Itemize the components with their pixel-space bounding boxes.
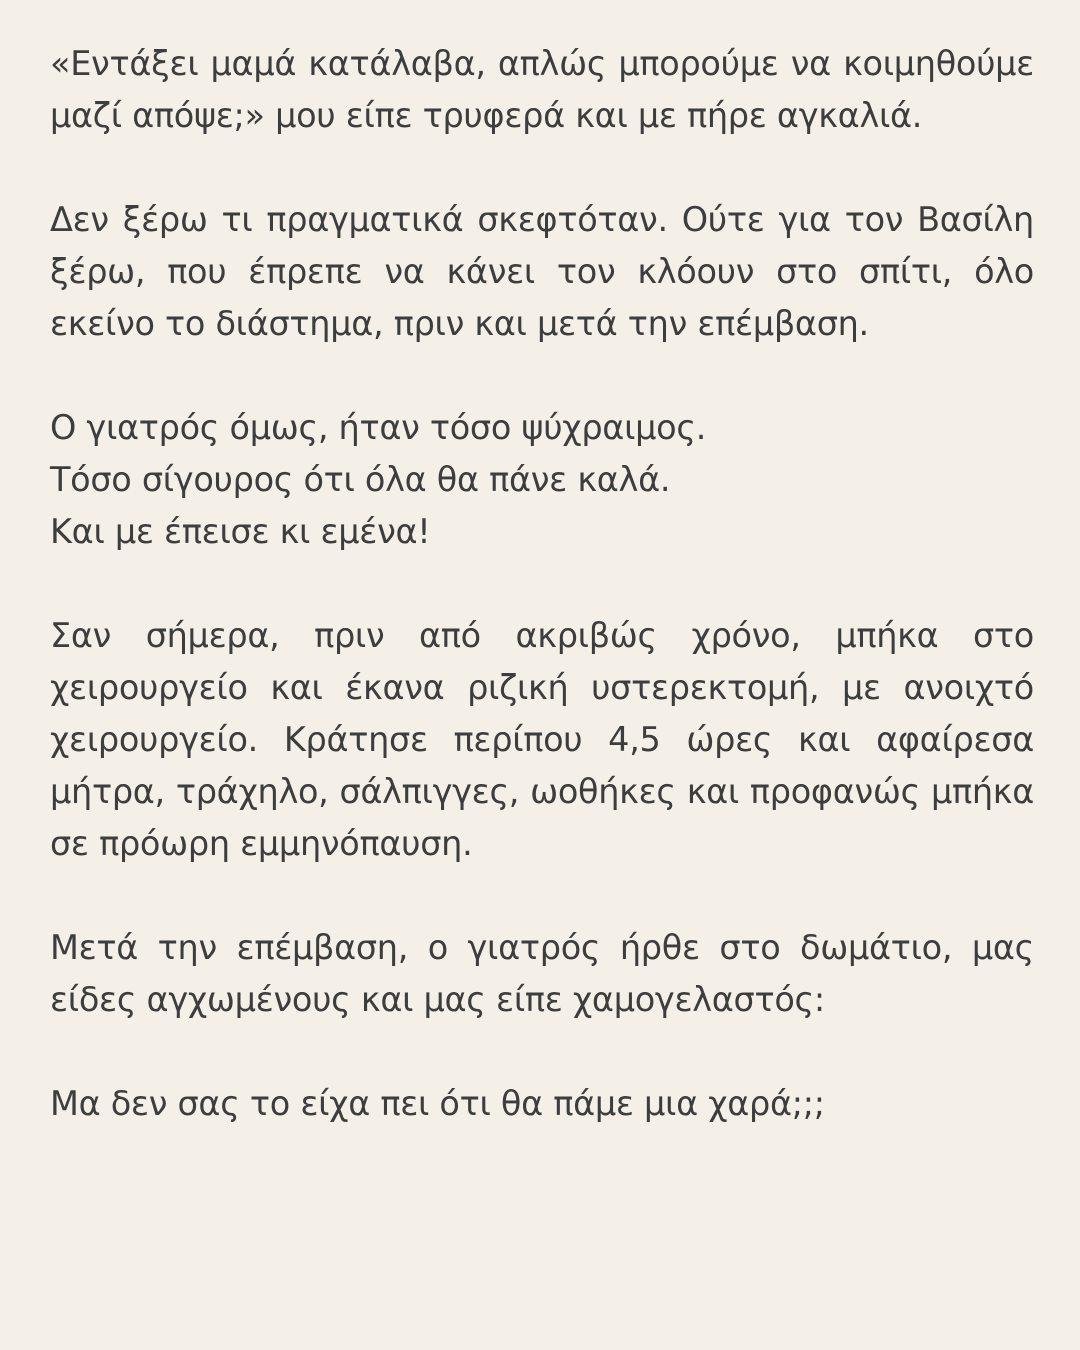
doctor-line-convinced: Και με έπεισε κι εμένα! <box>50 512 431 551</box>
doctor-line-calm: Ο γιατρός όμως, ήταν τόσο ψύχραιμος. <box>50 408 707 447</box>
document-body <box>50 38 1034 1130</box>
paragraph-quote: Μα δεν σας το είχα πει ότι θα πάμε μια χαρά;;; <box>50 1084 825 1123</box>
paragraph-clown: Δεν ξέρω τι πραγματικά σκεφτόταν. Ούτε για τον Βασίλη ξέρω, που έπρεπε να κάνει τον κλόουν στο σπίτι, όλο εκείνο το διάστημα, πριν και μετά την επέμβαση. <box>50 200 1034 343</box>
paragraph-hug: «Εντάξει μαμά κατάλαβα, απλώς μπορούμε να κοιμηθούμε μαζί απόψε;» μου είπε τρυφερά και με πήρε αγκαλιά. <box>50 44 1034 135</box>
paragraph-surgery: Σαν σήμερα, πριν από ακριβώς χρόνο, μπήκα στο χειρουργείο και έκανα ριζική υστερεκτομή, με ανοιχτό χειρουργείο. Κράτησε περίπου 4,5 ώρες και αφαίρεσα μήτρα, τράχηλο, σάλπιγγες, ωοθήκες και προφανώς μπήκα σε πρόωρη εμμηνόπαυση. <box>50 616 1034 863</box>
paragraph-after-surgery: Μετά την επέμβαση, ο γιατρός ήρθε στο δωμάτιο, μας είδες αγχωμένους και μας είπε χαμογελαστός: <box>50 928 1034 1019</box>
doctor-line-sure: Τόσο σίγουρος ότι όλα θα πάνε καλά. <box>50 460 671 499</box>
paragraph-doctor <box>50 402 1034 558</box>
